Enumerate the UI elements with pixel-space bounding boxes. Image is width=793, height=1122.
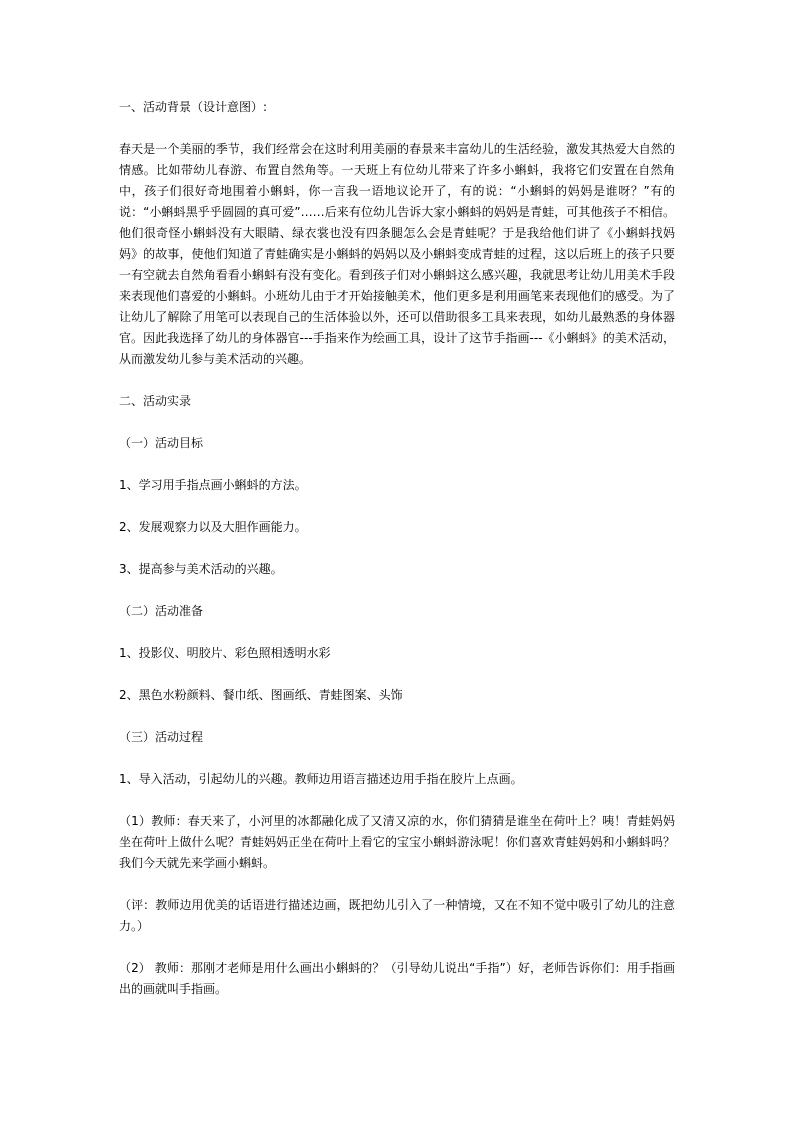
process-heading: （三）活动过程 bbox=[119, 730, 204, 744]
teacher-dialogue-1: （1）教师：春天来了，小河里的冰都融化成了又清又凉的水，你们猜猜是谁坐在荷叶上？咦！青蛙妈妈坐在荷叶上做什么呢？青蛙妈妈正坐在荷叶上看它的宝宝小蝌蚪游泳呢！你们喜欢青蛙妈妈和小蝌蚪吗？我们今天就先来学画小蝌蚪。 bbox=[119, 814, 675, 870]
section-1-heading: 一、活动背景（设计意图）: bbox=[119, 100, 268, 114]
preparation-item-1: 1、投影仪、明胶片、彩色照相透明水彩 bbox=[119, 646, 331, 660]
goal-item-3: 3、提高参与美术活动的兴趣。 bbox=[119, 562, 283, 576]
background-paragraph: 春天是一个美丽的季节，我们经常会在这时利用美丽的春景来丰富幼儿的生活经验，激发其热爱大自然的情感。比如带幼儿春游、布置自然角等。一天班上有位幼儿带来了许多小蝌蚪，我将它们安置在自然角中，孩子们很好奇地围着小蝌蚪，你一言我一语地议论开了，有的说：“小蝌蚪的妈妈是谁呀？”有的说：“小蝌蚪黑乎乎圆圆的真可爱”……后来有位幼儿告诉大家小蝌蚪的妈妈是青蛙，可其他孩子不相信。他们很奇怪小蝌蚪没有大眼睛、绿衣裳也没有四条腿怎么会是青蛙呢？于是我给他们讲了《小蝌蚪找妈妈》的故事，使他们知道了青蛙确实是小蝌蚪的妈妈以及小蝌蚪变成青蛙的过程，这以后班上的孩子只要一有空就去自然角看看小蝌蚪有没有变化。看到孩子们对小蝌蚪这么感兴趣，我就思考让幼儿用美术手段来表现他们喜爱的小蝌蚪。小班幼儿由于才开始接触美术，他们更多是利用画笔来表现他们的感受。为了让幼儿了解除了用笔可以表现自己的生活体验以外，还可以借助很多工具来表现，如幼儿最熟悉的身体器官。因此我选择了幼儿的身体器官---手指来作为绘画工具，设计了这节手指画---《小蝌蚪》的美术活动，从而激发幼儿参与美术活动的兴趣。 bbox=[119, 142, 675, 366]
process-step-1: 1、导入活动，引起幼儿的兴趣。教师边用语言描述边用手指在胶片上点画。 bbox=[119, 772, 523, 786]
section-2-heading: 二、活动实录 bbox=[119, 394, 192, 408]
preparation-item-2: 2、黑色水粉颜料、餐巾纸、图画纸、青蛙图案、头饰 bbox=[119, 688, 403, 702]
document-page bbox=[119, 97, 675, 1000]
comment-1: （评：教师边用优美的话语进行描述边画，既把幼儿引入了一种情境，又在不知不觉中吸引了幼儿的注意力。） bbox=[119, 898, 675, 933]
preparation-heading: （二）活动准备 bbox=[119, 604, 204, 618]
goal-item-1: 1、学习用手指点画小蝌蚪的方法。 bbox=[119, 478, 307, 492]
goals-heading: （一）活动目标 bbox=[119, 436, 204, 450]
teacher-dialogue-2: （2） 教师：那刚才老师是用什么画出小蝌蚪的？（引导幼儿说出“手指”）好，老师告诉你们：用手指画出的画就叫手指画。 bbox=[119, 961, 675, 996]
goal-item-2: 2、发展观察力以及大胆作画能力。 bbox=[119, 520, 307, 534]
